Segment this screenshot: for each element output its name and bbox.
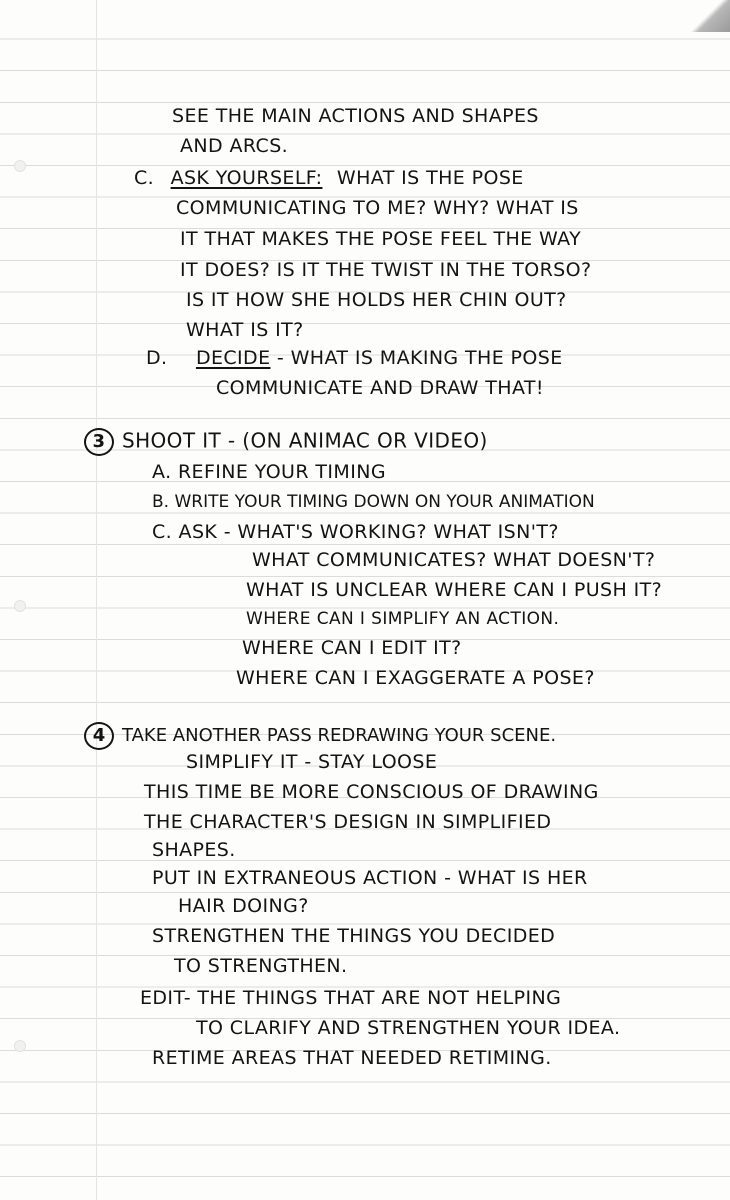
note-line: TO CLARIFY AND STRENGTHEN YOUR IDEA. xyxy=(196,1017,621,1039)
note-text: TAKE ANOTHER PASS REDRAWING YOUR SCENE. xyxy=(122,725,557,746)
note-line: EDIT- THE THINGS THAT ARE NOT HELPING xyxy=(140,987,562,1009)
decide-heading: DECIDE xyxy=(195,347,271,369)
note-line: A. REFINE YOUR TIMING xyxy=(152,461,386,483)
list-marker-c: C. xyxy=(134,167,155,189)
note-line: WHAT IS IT? xyxy=(186,319,304,341)
note-text: SHOOT IT - (ON ANIMAC OR VIDEO) xyxy=(122,428,488,453)
note-line: B. WRITE YOUR TIMING DOWN ON YOUR ANIMATION xyxy=(152,492,595,512)
step-3-heading xyxy=(84,428,488,456)
margin-line xyxy=(96,0,97,1200)
note-line: SEE THE MAIN ACTIONS AND SHAPES xyxy=(172,105,539,127)
step-number-circle: 3 xyxy=(84,428,114,456)
list-marker-d: D. xyxy=(146,347,168,369)
step-4-heading xyxy=(84,722,556,750)
binder-hole xyxy=(14,160,26,172)
note-text: WHAT IS THE POSE xyxy=(336,167,524,189)
note-line: WHERE CAN I EDIT IT? xyxy=(242,637,462,659)
note-line: IT DOES? IS IT THE TWIST IN THE TORSO? xyxy=(180,259,592,281)
note-line: HAIR DOING? xyxy=(178,895,309,917)
note-text: WHAT IS MAKING THE POSE xyxy=(290,347,563,369)
binder-hole xyxy=(14,1040,26,1052)
note-line: SIMPLIFY IT - STAY LOOSE xyxy=(186,751,438,773)
binder-hole xyxy=(14,600,26,612)
note-line: THIS TIME BE MORE CONSCIOUS OF DRAWING xyxy=(144,781,599,803)
note-line: PUT IN EXTRANEOUS ACTION - WHAT IS HER xyxy=(152,867,588,889)
note-line: WHAT IS UNCLEAR WHERE CAN I PUSH IT? xyxy=(246,579,663,601)
note-line: IT THAT MAKES THE POSE FEEL THE WAY xyxy=(180,228,582,250)
note-line: TO STRENGTHEN. xyxy=(174,955,348,977)
note-line: C. ASK - WHAT'S WORKING? WHAT ISN'T? xyxy=(152,521,559,543)
note-line-ask-yourself xyxy=(134,166,524,190)
note-line-decide xyxy=(146,346,563,370)
note-line: WHERE CAN I SIMPLIFY AN ACTION. xyxy=(246,609,560,629)
ask-yourself-heading: ASK YOURSELF: xyxy=(170,167,323,189)
note-line: STRENGTHEN THE THINGS YOU DECIDED xyxy=(152,925,556,947)
note-line: COMMUNICATE AND DRAW THAT! xyxy=(216,377,544,399)
note-line: RETIME AREAS THAT NEEDED RETIMING. xyxy=(152,1047,552,1069)
step-number-circle: 4 xyxy=(84,722,114,750)
note-line: IS IT HOW SHE HOLDS HER CHIN OUT? xyxy=(186,289,567,311)
page-corner-shadow xyxy=(690,0,730,32)
note-line: COMMUNICATING TO ME? WHY? WHAT IS xyxy=(176,197,579,219)
note-line: SHAPES. xyxy=(152,839,236,861)
note-line: AND ARCS. xyxy=(180,135,289,157)
note-line: WHAT COMMUNICATES? WHAT DOESN'T? xyxy=(252,549,656,571)
note-line: THE CHARACTER'S DESIGN IN SIMPLIFIED xyxy=(144,811,552,833)
note-line: WHERE CAN I EXAGGERATE A POSE? xyxy=(236,667,595,689)
decide-dash: - xyxy=(270,347,291,369)
